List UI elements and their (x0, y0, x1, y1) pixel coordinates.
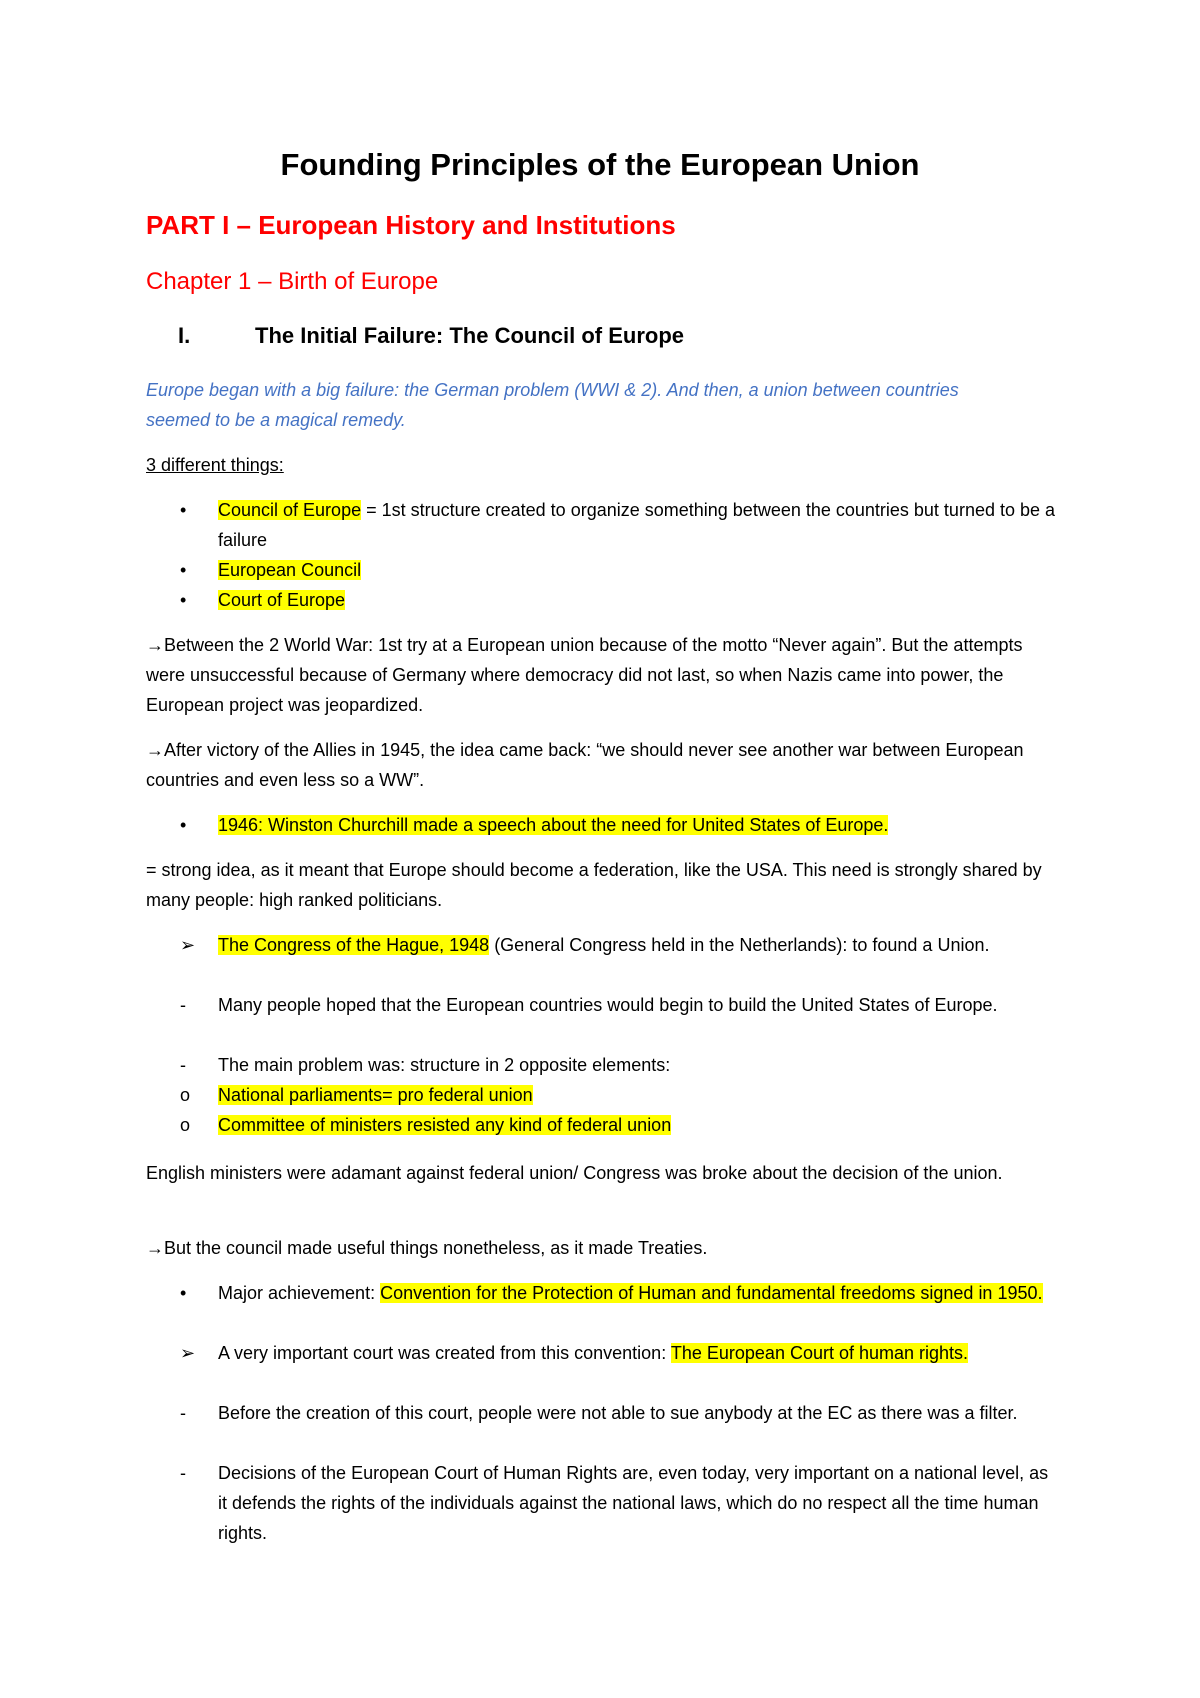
list-item (218, 585, 1058, 615)
highlight-text: Court of Europe (218, 590, 346, 610)
list-item (218, 810, 1058, 840)
highlight-text: Convention for the Protection of Human and fundamental freedoms signed in 1950. (380, 1283, 1043, 1303)
intro-paragraph: Europe began with a big failure: the German problem (WWI & 2). And then, a union between countries seemed to be a magical remedy. (146, 380, 959, 430)
list-item: Many people hoped that the European countries would begin to build the United States of Europe. (218, 995, 998, 1015)
section-number: I. (178, 323, 191, 348)
highlight-text: 1946: Winston Churchill made a speech about the need for United States of Europe. (218, 815, 889, 835)
document-title: Founding Principles of the European Union (280, 147, 920, 182)
list-item (218, 1080, 1058, 1110)
list-item: Decisions of the European Court of Human Rights are, even today, very important on a national level, as it defends the rights of the individuals against the national laws, which do no respect all the time human rights. (218, 1463, 1049, 1543)
bullet-marker: • (180, 1283, 187, 1303)
list-item-text: Major achievement: (218, 1283, 381, 1303)
bullet-marker: • (180, 815, 187, 835)
list-item (218, 1278, 1058, 1308)
highlight-text: The Congress of the Hague, 1948 (218, 935, 490, 955)
dash-marker: - (180, 1403, 186, 1423)
list-item: The main problem was: structure in 2 opposite elements: (218, 1055, 671, 1075)
circle-marker: o (180, 1085, 191, 1105)
dash-marker: - (180, 1463, 186, 1483)
list-item (218, 555, 1058, 585)
list-item-text: = 1st structure created to organize something between the countries but turned to be a failure (218, 500, 1056, 550)
highlight-text: National parliaments= pro federal union (218, 1085, 533, 1105)
list-item (218, 1110, 1058, 1140)
bullet-marker: • (180, 590, 187, 610)
highlight-text: European Council (218, 560, 362, 580)
paragraph: English ministers were adamant against federal union/ Congress was broke about the decision of the union. (146, 1163, 1003, 1183)
list-item (218, 495, 1058, 555)
bullet-marker: • (180, 560, 187, 580)
paragraph: = strong idea, as it meant that Europe should become a federation, like the USA. This need is strongly shared by many people: high ranked politicians. (146, 860, 1042, 910)
chapter-heading: Chapter 1 – Birth of Europe (146, 268, 439, 295)
highlight-text: Council of Europe (218, 500, 362, 520)
dash-marker: - (180, 1055, 186, 1075)
three-things-label: 3 different things: (146, 455, 284, 475)
arrow-marker: ➢ (180, 1343, 196, 1363)
section-title: The Initial Failure: The Council of Europe (255, 323, 685, 348)
list-item (218, 930, 1058, 960)
highlight-text: The European Court of human rights. (670, 1343, 969, 1363)
paragraph: →But the council made useful things nonetheless, as it made Treaties. (146, 1238, 708, 1258)
highlight-text: Committee of ministers resisted any kind of federal union (218, 1115, 672, 1135)
dash-marker: - (180, 995, 186, 1015)
paragraph: →Between the 2 World War: 1st try at a European union because of the motto “Never again”. But the attempts were unsuccessful because of Germany where democracy did not last, so when Nazis came into power, the European project was jeopardized. (146, 635, 1023, 715)
paragraph: →After victory of the Allies in 1945, the idea came back: “we should never see another war between European countries and even less so a WW”. (146, 740, 1024, 790)
part-heading: PART I – European History and Institutions (146, 210, 676, 240)
list-item (218, 1338, 1058, 1368)
list-item: Before the creation of this court, people were not able to sue anybody at the EC as there was a filter. (218, 1403, 1018, 1423)
arrow-marker: ➢ (180, 935, 196, 955)
circle-marker: o (180, 1115, 191, 1135)
bullet-marker: • (180, 500, 187, 520)
list-item-text: A very important court was created from this convention: (218, 1343, 671, 1363)
list-item-text: (General Congress held in the Netherlands): to found a Union. (489, 935, 990, 955)
